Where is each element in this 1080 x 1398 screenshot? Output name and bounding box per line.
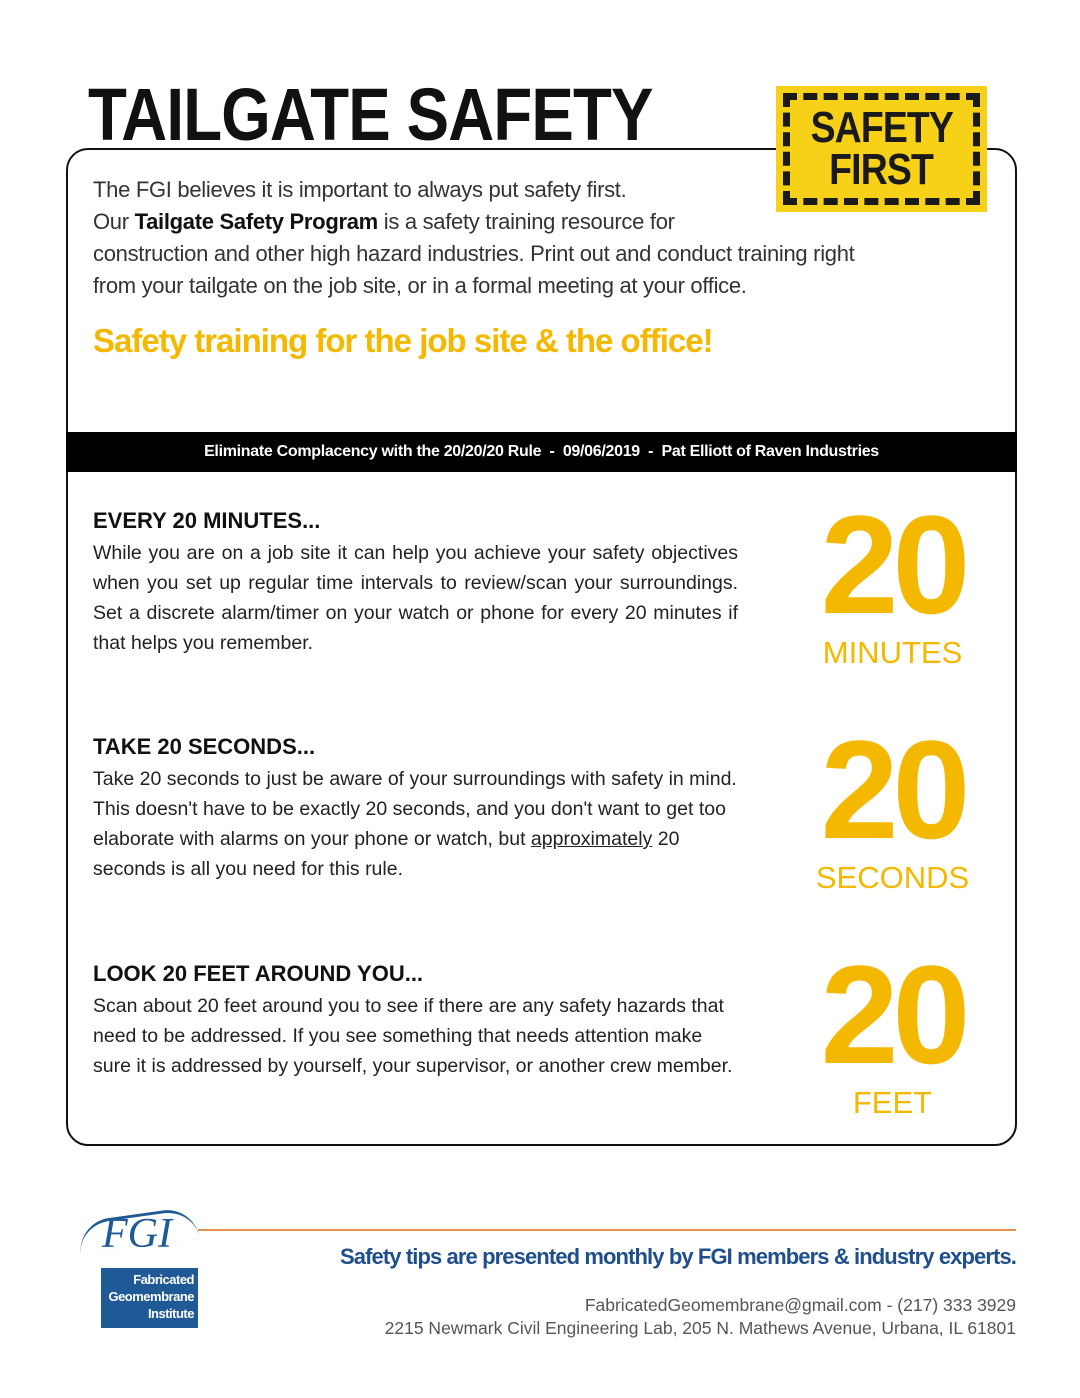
section-minutes [93,508,738,658]
logo-text: FGI [74,1210,204,1268]
unit-label: MINUTES [822,635,963,670]
intro-line: is a safety training resource for [377,209,675,234]
number: 20 [820,486,965,643]
section-body: Scan about 20 feet around you to see if there are any safety hazards that need to be addressed. If you see something that needs attention make sure it is addressed by yourself, your supervisor, or another crew member. [93,995,733,1077]
section-seconds [93,734,738,884]
sign-line1: SAFETY [810,103,953,153]
section-body [93,764,738,884]
program-name: Tailgate Safety Program [134,209,378,234]
unit-label: FEET [852,1085,933,1120]
footer-divider [198,1229,1016,1231]
logo-line: Institute [147,1306,194,1321]
fgi-logo [74,1210,204,1328]
big-number-feet [790,936,995,1121]
tagline: Safety training for the job site & the office! [93,322,713,359]
intro-line: construction and other high hazard industries. Print out and conduct training right [93,241,855,266]
contact-line: FabricatedGeomembrane@gmail.com - (217) 333 3929 [584,1295,1016,1315]
number: 20 [820,936,965,1093]
section-heading: LOOK 20 FEET AROUND YOU... [93,961,424,986]
section-feet [93,961,738,1081]
page-title: TAILGATE SAFETY [88,73,653,156]
address-line: 2215 Newmark Civil Engineering Lab, 205 N. Mathews Avenue, Urbana, IL 61801 [384,1318,1016,1338]
big-number-minutes [790,486,995,671]
intro-text [93,174,993,302]
intro-line: from your tailgate on the job site, or in a formal meeting at your office. [93,273,747,298]
topic-banner: Eliminate Complacency with the 20/20/20 Rule - 09/06/2019 - Pat Elliott of Raven Industries [66,432,1017,472]
logo-line: Geomembrane [108,1289,194,1304]
intro-line: Our [93,209,135,234]
intro-line: The FGI believes it is important to always put safety first. [93,177,627,202]
unit-label: SECONDS [815,860,970,895]
section-heading: TAKE 20 SECONDS... [93,734,316,759]
number: 20 [820,711,965,868]
footer-tagline: Safety tips are presented monthly by FGI members & industry experts. [339,1244,1016,1269]
underlined-word: approximately [530,828,653,850]
logo-box [101,1268,198,1328]
sign-line2: FIRST [829,145,934,194]
logo-line: Fabricated [133,1272,194,1287]
section-body: While you are on a job site it can help you achieve your safety objectives when you set up regular time intervals to review/scan your surroundings. Set a discrete alarm/timer on your watch or phone for every 20 minutes if that helps you remember. [93,542,738,654]
body-text: Take 20 seconds to just be aware of your surroundings with safety in mind. This doesn't have to be exactly 20 seconds, and you don't want to get too elaborate with alarms on your phone or watch, but [93,768,737,850]
big-number-seconds [790,711,995,896]
body-text: 20 seconds is all you need for this rule. [93,828,680,880]
section-heading: EVERY 20 MINUTES... [93,508,321,533]
